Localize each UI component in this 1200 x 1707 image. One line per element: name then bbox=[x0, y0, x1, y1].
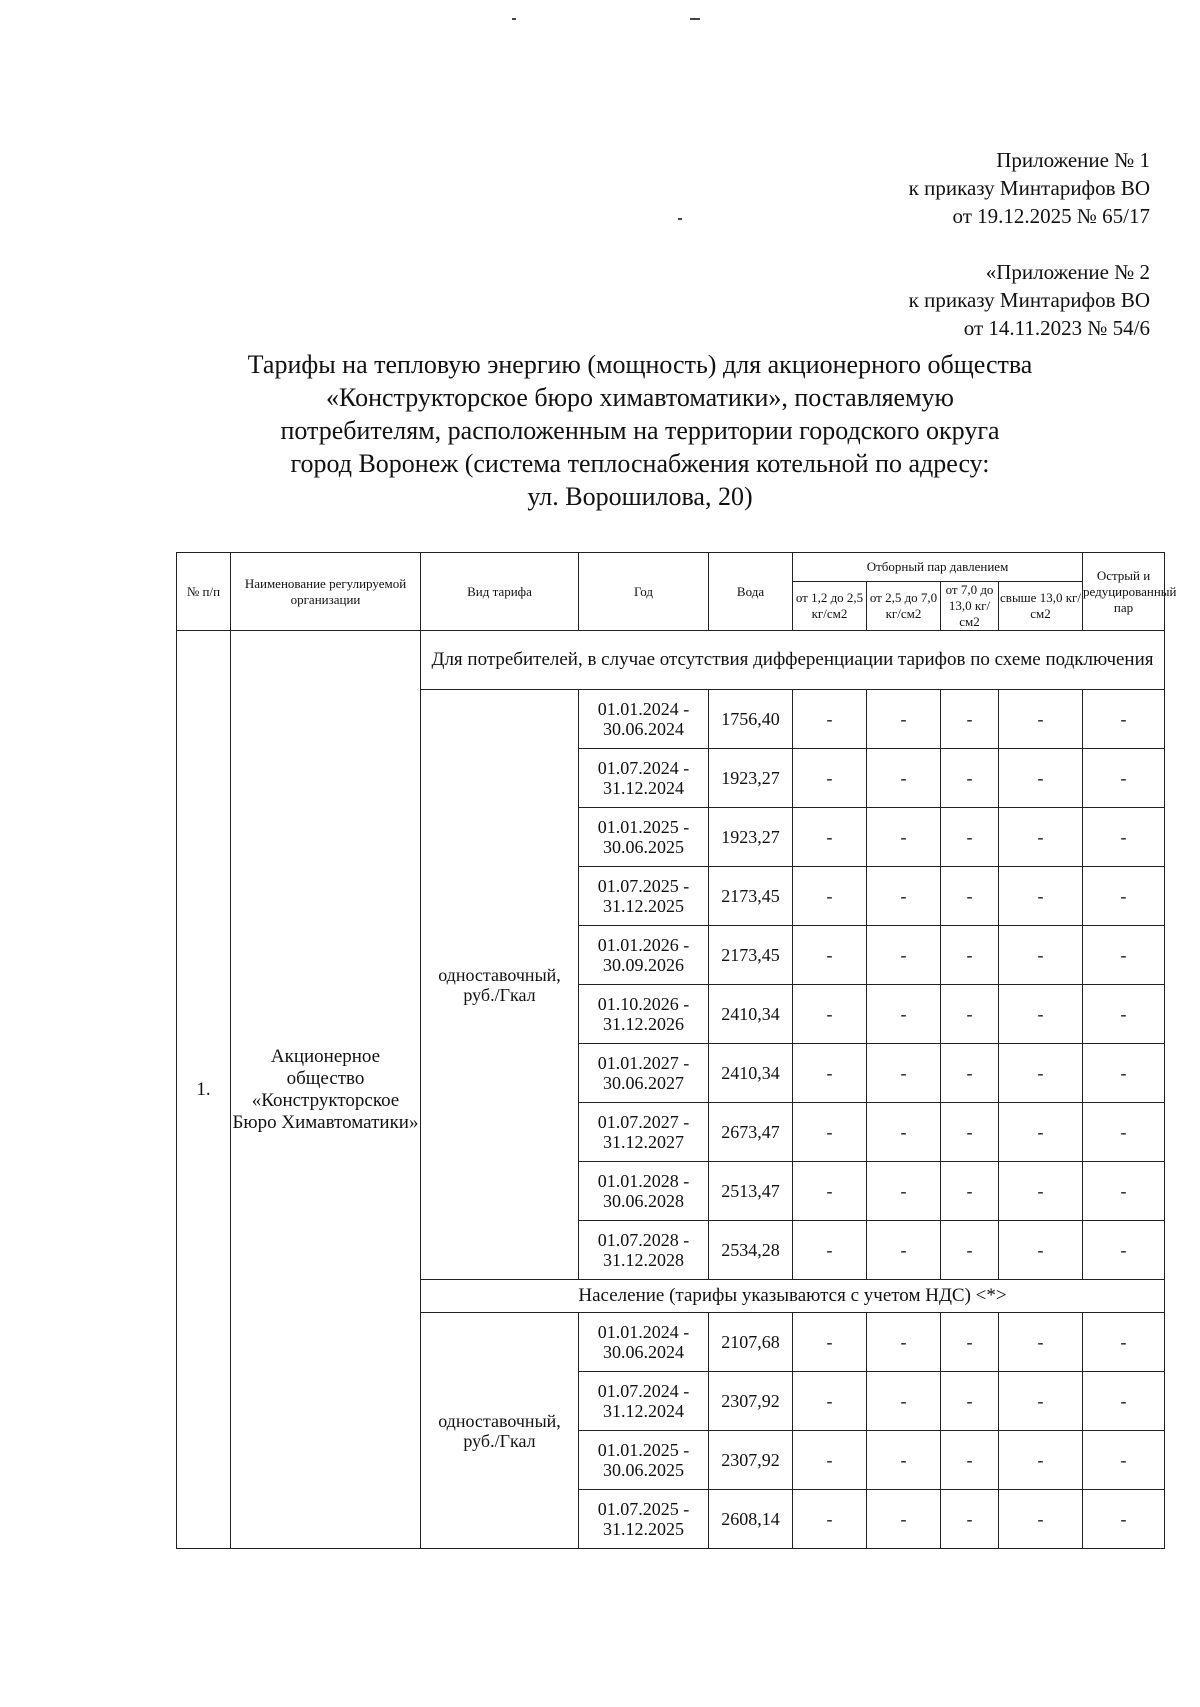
sharp-steam-value: - bbox=[1083, 1431, 1165, 1490]
pressure-1-value: - bbox=[793, 690, 867, 749]
period-cell bbox=[579, 749, 709, 808]
sharp-steam-value: - bbox=[1083, 808, 1165, 867]
pressure-4-value: - bbox=[999, 1221, 1083, 1280]
pressure-1-value: - bbox=[793, 985, 867, 1044]
pressure-2-value: - bbox=[867, 985, 941, 1044]
water-tariff-value: 1756,40 bbox=[709, 690, 793, 749]
pressure-3-value: - bbox=[941, 1431, 999, 1490]
pressure-2-value: - bbox=[867, 749, 941, 808]
section-2-label: Население (тарифы указываются с учетом НДС) <*> bbox=[421, 1280, 1165, 1313]
period-cell bbox=[579, 1162, 709, 1221]
period-cell bbox=[579, 690, 709, 749]
period-start: 01.07.2025 - bbox=[597, 876, 690, 896]
period-cell bbox=[579, 867, 709, 926]
pressure-3-value: - bbox=[941, 867, 999, 926]
pressure-2-value: - bbox=[867, 1372, 941, 1431]
sharp-steam-value: - bbox=[1083, 867, 1165, 926]
scan-artifact bbox=[678, 218, 682, 220]
sharp-steam-value: - bbox=[1083, 1221, 1165, 1280]
pressure-3-value: - bbox=[941, 1490, 999, 1549]
period-end: 31.12.2025 bbox=[603, 1519, 684, 1539]
period-start: 01.10.2026 - bbox=[597, 994, 690, 1014]
pressure-3-value: - bbox=[941, 1313, 999, 1372]
period-start: 01.01.2027 - bbox=[597, 1053, 690, 1073]
pressure-1-value: - bbox=[793, 1221, 867, 1280]
header-pressure-4: свыше 13,0 кг/см2 bbox=[999, 582, 1083, 631]
header-pressure-1: от 1,2 до 2,5 кг/см2 bbox=[793, 582, 867, 631]
pressure-4-value: - bbox=[999, 1313, 1083, 1372]
header-water: Вода bbox=[709, 553, 793, 631]
pressure-4-value: - bbox=[999, 1372, 1083, 1431]
period-start: 01.01.2025 - bbox=[597, 1440, 690, 1460]
section-2-tariff-type: одноставочный, руб./Гкал bbox=[421, 1313, 579, 1549]
header-sharp-steam: Острый и редуцированный пар bbox=[1083, 553, 1165, 631]
pressure-4-value: - bbox=[999, 1490, 1083, 1549]
sharp-steam-value: - bbox=[1083, 749, 1165, 808]
pressure-2-value: - bbox=[867, 1221, 941, 1280]
pressure-1-value: - bbox=[793, 808, 867, 867]
section-1-label: Для потребителей, в случае отсутствия дифференциации тарифов по схеме подключения bbox=[421, 631, 1165, 690]
period-end: 30.06.2025 bbox=[603, 837, 684, 857]
period-cell bbox=[579, 808, 709, 867]
sharp-steam-value: - bbox=[1083, 1490, 1165, 1549]
water-tariff-value: 2307,92 bbox=[709, 1372, 793, 1431]
section-1-header-row bbox=[177, 631, 1165, 690]
title-line5: ул. Ворошилова, 20) bbox=[527, 482, 753, 511]
title-line3: потребителям, расположенным на территории городского округа bbox=[280, 416, 1000, 445]
period-start: 01.01.2025 - bbox=[597, 817, 690, 837]
period-end: 31.12.2026 bbox=[603, 1014, 684, 1034]
pressure-1-value: - bbox=[793, 867, 867, 926]
period-cell bbox=[579, 1372, 709, 1431]
period-start: 01.07.2027 - bbox=[597, 1112, 690, 1132]
pressure-1-value: - bbox=[793, 1313, 867, 1372]
scan-artifact bbox=[512, 18, 516, 20]
pressure-4-value: - bbox=[999, 926, 1083, 985]
header-steam-group: Отборный пар давлением bbox=[793, 553, 1083, 582]
period-end: 31.12.2027 bbox=[603, 1132, 684, 1152]
pressure-4-value: - bbox=[999, 985, 1083, 1044]
pressure-2-value: - bbox=[867, 690, 941, 749]
period-end: 31.12.2025 bbox=[603, 896, 684, 916]
period-end: 30.09.2026 bbox=[603, 955, 684, 975]
sharp-steam-value: - bbox=[1083, 1044, 1165, 1103]
period-start: 01.07.2025 - bbox=[597, 1499, 690, 1519]
pressure-4-value: - bbox=[999, 1162, 1083, 1221]
pressure-3-value: - bbox=[941, 926, 999, 985]
pressure-1-value: - bbox=[793, 1044, 867, 1103]
pressure-4-value: - bbox=[999, 1431, 1083, 1490]
pressure-1-value: - bbox=[793, 749, 867, 808]
water-tariff-value: 2173,45 bbox=[709, 926, 793, 985]
header-pressure-3: от 7,0 до 13,0 кг/см2 bbox=[941, 582, 999, 631]
period-start: 01.01.2024 - bbox=[597, 1322, 690, 1342]
pressure-3-value: - bbox=[941, 808, 999, 867]
period-end: 31.12.2024 bbox=[603, 1401, 684, 1421]
table-body bbox=[177, 631, 1165, 1549]
pressure-1-value: - bbox=[793, 1490, 867, 1549]
period-start: 01.07.2028 - bbox=[597, 1230, 690, 1250]
header-pressure-2: от 2,5 до 7,0 кг/см2 bbox=[867, 582, 941, 631]
pressure-2-value: - bbox=[867, 1162, 941, 1221]
sharp-steam-value: - bbox=[1083, 1162, 1165, 1221]
title-line4: город Воронеж (система теплоснабжения котельной по адресу: bbox=[290, 449, 990, 478]
pressure-4-value: - bbox=[999, 867, 1083, 926]
period-start: 01.01.2024 - bbox=[597, 699, 690, 719]
header-num: № п/п bbox=[177, 553, 231, 631]
period-start: 01.07.2024 - bbox=[597, 1381, 690, 1401]
pressure-2-value: - bbox=[867, 1044, 941, 1103]
period-cell bbox=[579, 1103, 709, 1162]
pressure-2-value: - bbox=[867, 926, 941, 985]
pressure-1-value: - bbox=[793, 926, 867, 985]
sharp-steam-value: - bbox=[1083, 1372, 1165, 1431]
table-header-row bbox=[177, 553, 1165, 582]
pressure-2-value: - bbox=[867, 808, 941, 867]
appendix-1-line3: от 19.12.2025 № 65/17 bbox=[952, 204, 1150, 228]
period-cell bbox=[579, 985, 709, 1044]
pressure-3-value: - bbox=[941, 1103, 999, 1162]
pressure-3-value: - bbox=[941, 749, 999, 808]
water-tariff-value: 2410,34 bbox=[709, 1044, 793, 1103]
period-cell bbox=[579, 1313, 709, 1372]
water-tariff-value: 2608,14 bbox=[709, 1490, 793, 1549]
period-cell bbox=[579, 1221, 709, 1280]
period-end: 30.06.2025 bbox=[603, 1460, 684, 1480]
appendix-2-header bbox=[909, 258, 1150, 342]
period-end: 30.06.2024 bbox=[603, 1342, 684, 1362]
pressure-1-value: - bbox=[793, 1431, 867, 1490]
water-tariff-value: 1923,27 bbox=[709, 808, 793, 867]
water-tariff-value: 2513,47 bbox=[709, 1162, 793, 1221]
appendix-2-line3: от 14.11.2023 № 54/6 bbox=[963, 316, 1150, 340]
water-tariff-value: 2107,68 bbox=[709, 1313, 793, 1372]
pressure-2-value: - bbox=[867, 1103, 941, 1162]
pressure-1-value: - bbox=[793, 1103, 867, 1162]
water-tariff-value: 2410,34 bbox=[709, 985, 793, 1044]
pressure-1-value: - bbox=[793, 1372, 867, 1431]
period-end: 31.12.2024 bbox=[603, 778, 684, 798]
period-cell bbox=[579, 1431, 709, 1490]
header-org: Наименование регулируемой организации bbox=[231, 553, 421, 631]
pressure-3-value: - bbox=[941, 1044, 999, 1103]
sharp-steam-value: - bbox=[1083, 1313, 1165, 1372]
period-cell bbox=[579, 1490, 709, 1549]
header-year: Год bbox=[579, 553, 709, 631]
pressure-3-value: - bbox=[941, 1221, 999, 1280]
appendix-1-header bbox=[909, 146, 1150, 230]
pressure-3-value: - bbox=[941, 985, 999, 1044]
section-1-tariff-type: одноставочный, руб./Гкал bbox=[421, 690, 579, 1280]
pressure-2-value: - bbox=[867, 1490, 941, 1549]
water-tariff-value: 2534,28 bbox=[709, 1221, 793, 1280]
header-tariff-type: Вид тарифа bbox=[421, 553, 579, 631]
pressure-2-value: - bbox=[867, 1431, 941, 1490]
organization-name: Акционерное общество «Конструкторское Бюро Химавтоматики» bbox=[231, 631, 421, 1549]
period-end: 30.06.2024 bbox=[603, 719, 684, 739]
sharp-steam-value: - bbox=[1083, 690, 1165, 749]
pressure-4-value: - bbox=[999, 749, 1083, 808]
document-title bbox=[200, 348, 1080, 513]
sharp-steam-value: - bbox=[1083, 1103, 1165, 1162]
period-end: 30.06.2028 bbox=[603, 1191, 684, 1211]
title-line2: «Конструкторское бюро химавтоматики», поставляемую bbox=[326, 383, 954, 412]
appendix-1-line2: к приказу Минтарифов ВО bbox=[908, 176, 1150, 200]
period-start: 01.01.2026 - bbox=[597, 935, 690, 955]
pressure-1-value: - bbox=[793, 1162, 867, 1221]
water-tariff-value: 2173,45 bbox=[709, 867, 793, 926]
period-end: 30.06.2027 bbox=[603, 1073, 684, 1093]
appendix-2-line2: к приказу Минтарифов ВО bbox=[908, 288, 1150, 312]
tariffs-table bbox=[176, 552, 1177, 1549]
pressure-4-value: - bbox=[999, 1103, 1083, 1162]
period-cell bbox=[579, 1044, 709, 1103]
pressure-3-value: - bbox=[941, 1162, 999, 1221]
pressure-3-value: - bbox=[941, 1372, 999, 1431]
row-number: 1. bbox=[177, 631, 231, 1549]
sharp-steam-value: - bbox=[1083, 926, 1165, 985]
title-line1: Тарифы на тепловую энергию (мощность) для акционерного общества bbox=[247, 350, 1033, 379]
scan-artifact bbox=[690, 18, 700, 20]
pressure-3-value: - bbox=[941, 690, 999, 749]
period-start: 01.07.2024 - bbox=[597, 758, 690, 778]
pressure-2-value: - bbox=[867, 1313, 941, 1372]
appendix-2-line1: «Приложение № 2 bbox=[985, 260, 1150, 284]
appendix-1-line1: Приложение № 1 bbox=[996, 148, 1150, 172]
period-cell bbox=[579, 926, 709, 985]
period-start: 01.01.2028 - bbox=[597, 1171, 690, 1191]
water-tariff-value: 2673,47 bbox=[709, 1103, 793, 1162]
water-tariff-value: 1923,27 bbox=[709, 749, 793, 808]
pressure-4-value: - bbox=[999, 690, 1083, 749]
period-end: 31.12.2028 bbox=[603, 1250, 684, 1270]
water-tariff-value: 2307,92 bbox=[709, 1431, 793, 1490]
pressure-4-value: - bbox=[999, 1044, 1083, 1103]
sharp-steam-value: - bbox=[1083, 985, 1165, 1044]
pressure-2-value: - bbox=[867, 867, 941, 926]
pressure-4-value: - bbox=[999, 808, 1083, 867]
